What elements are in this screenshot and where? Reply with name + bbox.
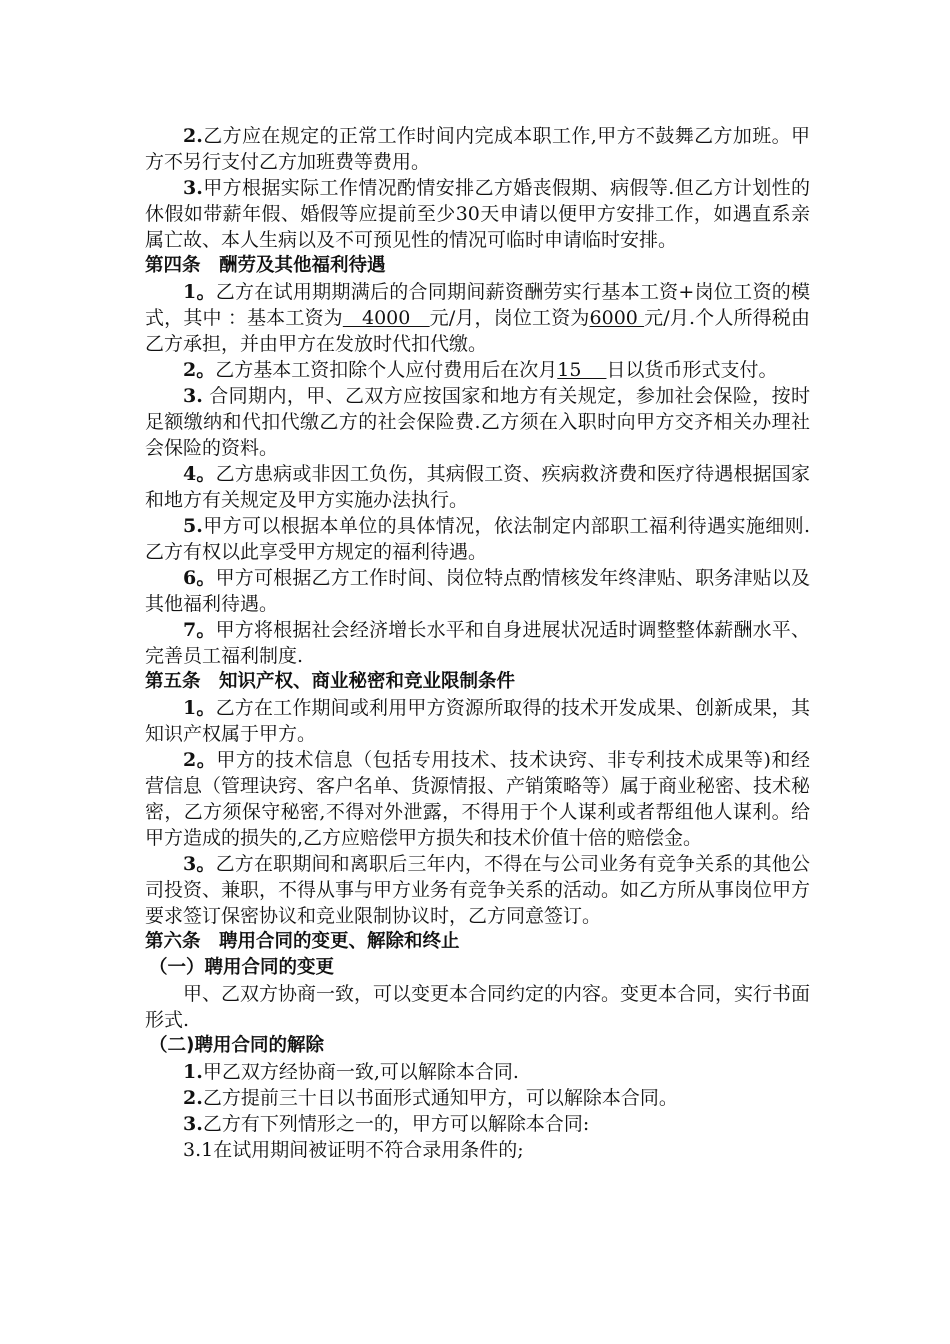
article5-heading: 第五条 知识产权、商业秘密和竞业限制条件: [145, 671, 516, 692]
item-number: 3.: [183, 177, 203, 199]
item-number: 1.: [183, 1061, 203, 1083]
article4-paragraph-6: [145, 565, 810, 617]
section-change-text: 甲、乙双方协商一致，可以变更本合同约定的内容。变更本合同，实行书面形式.: [145, 983, 811, 1031]
article6-heading: 第六条 聘用合同的变更、解除和终止: [145, 931, 460, 952]
paragraph-text: 甲方的技术信息（包括专用技术、技术诀窍、非专利技术成果等)和经营信息（管理诀窍、客户名单、货源情报、产销策略等）属于商业秘密、技术秘密，乙方须保守秘密,不得对外泄露，不得用于个人谋利或者帮组他人谋利。给甲方造成的损失的,乙方应赔偿甲方损失和技术价值十倍的赔偿金。: [145, 749, 811, 849]
item-number: 2。: [183, 359, 216, 381]
article5-paragraph-2: [145, 747, 810, 851]
section-change-heading: （一）聘用合同的变更: [149, 957, 335, 978]
paragraph-text: 元/月，岗位工资为: [429, 307, 590, 329]
paragraph-text: 甲方将根据社会经济增长水平和自身进展状况适时调整整体薪酬水平、完善员工福利制度.: [145, 619, 810, 667]
article4-paragraph-5: [145, 513, 810, 565]
item-number: 4。: [183, 463, 216, 485]
pay-day-value: 15: [557, 359, 607, 381]
item-number: 2.: [183, 125, 203, 147]
termination-item-3: [145, 1111, 810, 1137]
termination-item-3-1: 3.1在试用期间被证明不符合录用条件的;: [183, 1139, 524, 1161]
article3-paragraph-3: [145, 175, 810, 253]
item-number: 5.: [183, 515, 203, 537]
termination-item-1: [145, 1059, 810, 1085]
paragraph-text: 乙方在试用期期满后的合同期间薪资酬劳实行基本工资+岗位工资的模式，其中 ：基本工资为: [145, 281, 810, 329]
paragraph-text: 甲方根据实际工作情况酌情安排乙方婚丧假期、病假等.但乙方计划性的休假如带薪年假、婚假等应提前至少30天申请以便甲方安排工作，如遇直系亲属亡故、本人生病以及不可预见性的情况可临时申请临时安排。: [145, 177, 810, 251]
paragraph-text: 合同期内，甲、乙双方应按国家和地方有关规定，参加社会保险，按时足额缴纳和代扣代缴乙方的社会保险费.乙方须在入职时向甲方交齐相关办理社会保险的资料。: [145, 385, 810, 459]
paragraph-text: 乙方应在规定的正常工作时间内完成本职工作,甲方不鼓舞乙方加班。甲方不另行支付乙方加班费等费用。: [145, 125, 810, 173]
post-salary-value: 6000: [589, 307, 645, 329]
paragraph-text: 乙方在工作期间或利用甲方资源所取得的技术开发成果、创新成果，其知识产权属于甲方。: [145, 697, 810, 745]
article4-heading: 第四条 酬劳及其他福利待遇: [145, 255, 386, 276]
item-number: 3.: [183, 385, 203, 407]
item-number: 1。: [183, 281, 216, 303]
item-number: 3。: [183, 853, 216, 875]
item-number: 3.: [183, 1113, 203, 1135]
paragraph-text: 乙方提前三十日以书面形式通知甲方，可以解除本合同。: [202, 1087, 678, 1109]
item-number: 1。: [183, 697, 216, 719]
paragraph-text: 元/月.个人所得税由乙方承担，并由甲方在发放时代扣代缴。: [145, 307, 810, 355]
article5-paragraph-1: [145, 695, 810, 747]
paragraph-text: 甲方可以根据本单位的具体情况，依法制定内部职工福利待遇实施细则.乙方有权以此享受甲方规定的福利待遇。: [145, 515, 810, 563]
article4-paragraph-1: [145, 279, 810, 357]
paragraph-text: 甲乙双方经协商一致,可以解除本合同.: [202, 1061, 519, 1083]
paragraph-text: 乙方有下列情形之一的，甲方可以解除本合同:: [202, 1113, 590, 1135]
article4-paragraph-4: [145, 461, 810, 513]
article4-paragraph-2: [145, 357, 810, 383]
termination-item-2: [145, 1085, 810, 1111]
document-page: [145, 123, 810, 1163]
paragraph-text: 甲方可根据乙方工作时间、岗位特点酌情核发年终津贴、职务津贴以及其他福利待遇。: [145, 567, 810, 615]
item-number: 2。: [183, 749, 217, 771]
paragraph-text: 乙方基本工资扣除个人应付费用后在次月: [215, 359, 558, 381]
item-number: 6。: [183, 567, 216, 589]
paragraph-text: 乙方患病或非因工负伤，其病假工资、疾病救济费和医疗待遇根据国家和地方有关规定及甲方实施办法执行。: [145, 463, 810, 511]
section-termination-heading: （二)聘用合同的解除: [149, 1035, 324, 1056]
item-number: 7。: [183, 619, 216, 641]
article4-paragraph-7: [145, 617, 810, 669]
article3-paragraph-2: [145, 123, 810, 175]
paragraph-text: 乙方在职期间和离职后三年内，不得在与公司业务有竞争关系的其他公司投资、兼职，不得从事与甲方业务有竞争关系的活动。如乙方所从事岗位甲方要求签订保密协议和竞业限制协议时，乙方同意签订。: [145, 853, 811, 927]
article4-paragraph-3: [145, 383, 810, 461]
paragraph-text: 日以货币形式支付。: [606, 359, 778, 381]
article5-paragraph-3: [145, 851, 810, 929]
base-salary-value: 4000: [342, 307, 430, 329]
item-number: 2.: [183, 1087, 203, 1109]
